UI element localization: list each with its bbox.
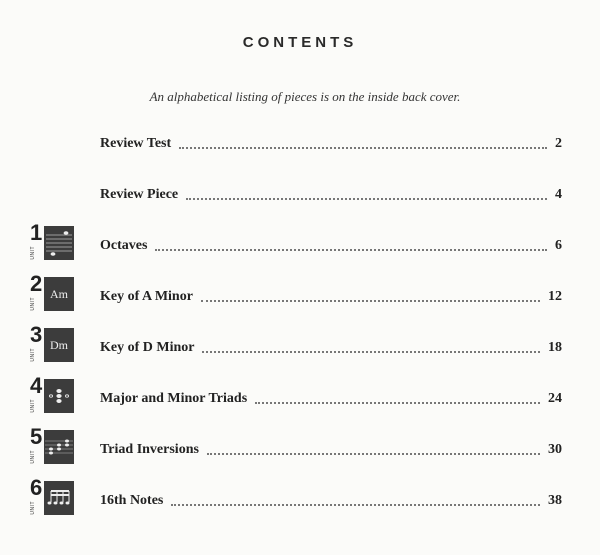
page-title: CONTENTS [242,34,358,51]
toc-entry-review-piece[interactable] [100,187,562,207]
entry-title: Triad Inversions [100,442,199,457]
toc-entry-key-of-d-minor[interactable] [100,340,562,360]
staff-octave-icon [44,226,74,260]
entry-page-number: 24 [548,391,562,406]
entry-page-number: 6 [555,238,562,253]
dot-leader [202,340,540,353]
icon-text: Dm [50,337,68,352]
unit-number: 2 [30,271,43,296]
entry-page-number: 2 [555,136,562,151]
entry-page-number: 18 [548,340,562,355]
unit-4-badge [28,373,74,415]
unit-number: 4 [30,373,43,398]
unit-number: 5 [30,424,43,449]
unit-number: 1 [30,220,43,245]
toc-entry-triad-inversions[interactable] [100,442,562,462]
entry-page-number: 38 [548,493,562,508]
entry-title: Review Piece [100,187,179,202]
unit-label: UNIT [30,501,36,515]
unit-6-badge [28,475,74,517]
icon-text: Am [50,286,68,301]
toc-entry-16th-notes[interactable] [100,493,562,513]
dot-leader [201,289,540,302]
dot-leader [207,442,540,455]
toc-entry-major-and-minor-triads[interactable] [100,391,562,411]
triad-notes-icon [44,379,74,413]
unit-2-badge [28,271,74,313]
dot-leader [179,136,547,149]
unit-label: UNIT [30,297,36,311]
unit-label: UNIT [30,450,36,464]
page-subtitle: An alphabetical listing of pieces is on the inside back cover. [149,89,461,104]
unit-label: UNIT [30,246,36,260]
entry-title: Major and Minor Triads [100,391,248,406]
entry-page-number: 4 [555,187,562,202]
a-minor-icon [44,277,74,311]
unit-number: 6 [30,475,43,500]
unit-label: UNIT [30,348,36,362]
entry-title: Octaves [100,238,148,253]
dot-leader [186,187,547,200]
entry-page-number: 30 [548,442,562,457]
entry-page-number: 12 [548,289,562,304]
inversion-notes-icon [44,430,74,464]
entry-title: Key of D Minor [100,340,195,355]
entry-title: 16th Notes [100,493,164,508]
unit-5-badge [28,424,74,466]
entry-title: Review Test [100,136,172,151]
dot-leader [255,391,540,404]
dot-leader [171,493,540,506]
entry-title: Key of A Minor [100,289,193,304]
toc-entry-key-of-a-minor[interactable] [100,289,562,309]
toc-entry-octaves[interactable] [100,238,562,258]
toc-entry-review-test[interactable] [100,136,562,156]
unit-1-badge [28,220,74,262]
d-minor-icon [44,328,74,362]
unit-number: 3 [30,322,43,347]
unit-label: UNIT [30,399,36,413]
sixteenth-notes-icon [44,481,74,515]
unit-3-badge [28,322,74,364]
dot-leader [155,238,547,251]
